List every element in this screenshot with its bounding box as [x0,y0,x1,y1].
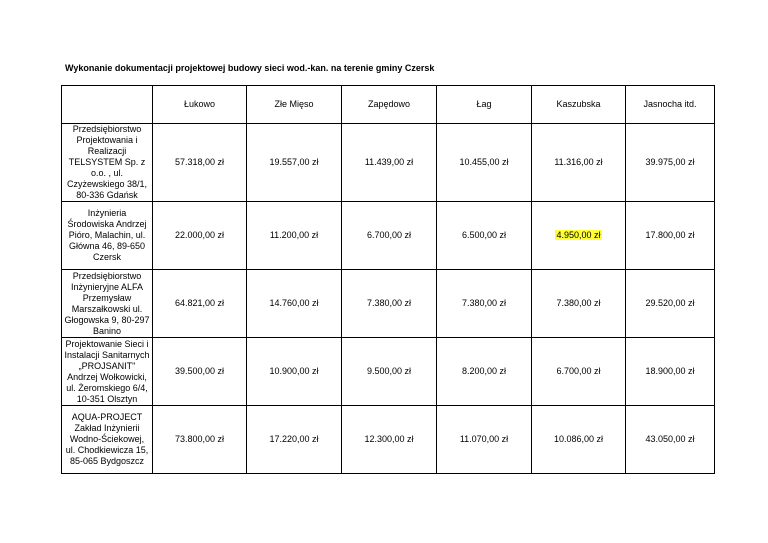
price-cell: 6.700,00 zł [342,202,437,270]
column-header-jasnocha: Jasnocha itd. [626,86,715,124]
highlighted-price: 4.950,00 zł [556,230,601,240]
document-title: Wykonanie dokumentacji projektowej budowy sieci wod.-kan. na terenie gminy Czersk [65,63,435,73]
price-cell: 17.220,00 zł [247,406,342,474]
price-cell: 11.070,00 zł [437,406,532,474]
price-cell: 29.520,00 zł [626,270,715,338]
price-cell: 10.900,00 zł [247,338,342,406]
company-name: Przedsiębiorstwo Projektowania i Realizacji TELSYSTEM Sp. z o.o. , ul. Czyżewskiego 38/1, 80-336 Gdańsk [62,124,153,202]
price-cell: 18.900,00 zł [626,338,715,406]
table-row [62,202,715,270]
price-cell: 22.000,00 zł [153,202,247,270]
column-header-lukowo: Łukowo [153,86,247,124]
price-cell: 11.316,00 zł [532,124,626,202]
price-cell: 7.380,00 zł [437,270,532,338]
table-row [62,270,715,338]
price-cell: 11.439,00 zł [342,124,437,202]
price-cell: 7.380,00 zł [532,270,626,338]
company-name: Inżynieria Środowiska Andrzej Pióro, Malachin, ul. Główna 46, 89-650 Czersk [62,202,153,270]
company-name: Przedsiębiorstwo Inżynieryjne ALFA Przemysław Marszałkowski ul. Głogowska 9, 80-297 Banino [62,270,153,338]
price-cell: 39.500,00 zł [153,338,247,406]
price-cell: 43.050,00 zł [626,406,715,474]
price-cell: 10.455,00 zł [437,124,532,202]
price-cell: 10.086,00 zł [532,406,626,474]
corner-cell [62,86,153,124]
bids-table [61,85,715,474]
price-cell: 57.318,00 zł [153,124,247,202]
price-cell: 6.700,00 zł [532,338,626,406]
price-cell: 14.760,00 zł [247,270,342,338]
price-cell: 39.975,00 zł [626,124,715,202]
price-cell: 12.300,00 zł [342,406,437,474]
column-header-lag: Łag [437,86,532,124]
price-cell: 17.800,00 zł [626,202,715,270]
column-header-kaszubska: Kaszubska [532,86,626,124]
column-header-zapedowo: Zapędowo [342,86,437,124]
price-cell: 6.500,00 zł [437,202,532,270]
price-cell: 9.500,00 zł [342,338,437,406]
price-cell-highlighted [532,202,626,270]
price-cell: 19.557,00 zł [247,124,342,202]
price-cell: 64.821,00 zł [153,270,247,338]
company-name: AQUA-PROJECT Zakład Inżynierii Wodno-Ściekowej, ul. Chodkiewicza 15, 85-065 Bydgoszcz [62,406,153,474]
table-row [62,124,715,202]
price-cell: 73.800,00 zł [153,406,247,474]
column-header-zle-mieso: Złe Mięso [247,86,342,124]
table-row [62,338,715,406]
company-name: Projektowanie Sieci i Instalacji Sanitarnych „PROJSANIT" Andrzej Wołkowicki, ul. Żeromskiego 6/4, 10-351 Olsztyn [62,338,153,406]
table-row [62,406,715,474]
price-cell: 8.200,00 zł [437,338,532,406]
price-cell: 7.380,00 zł [342,270,437,338]
header-row [62,86,715,124]
price-cell: 11.200,00 zł [247,202,342,270]
